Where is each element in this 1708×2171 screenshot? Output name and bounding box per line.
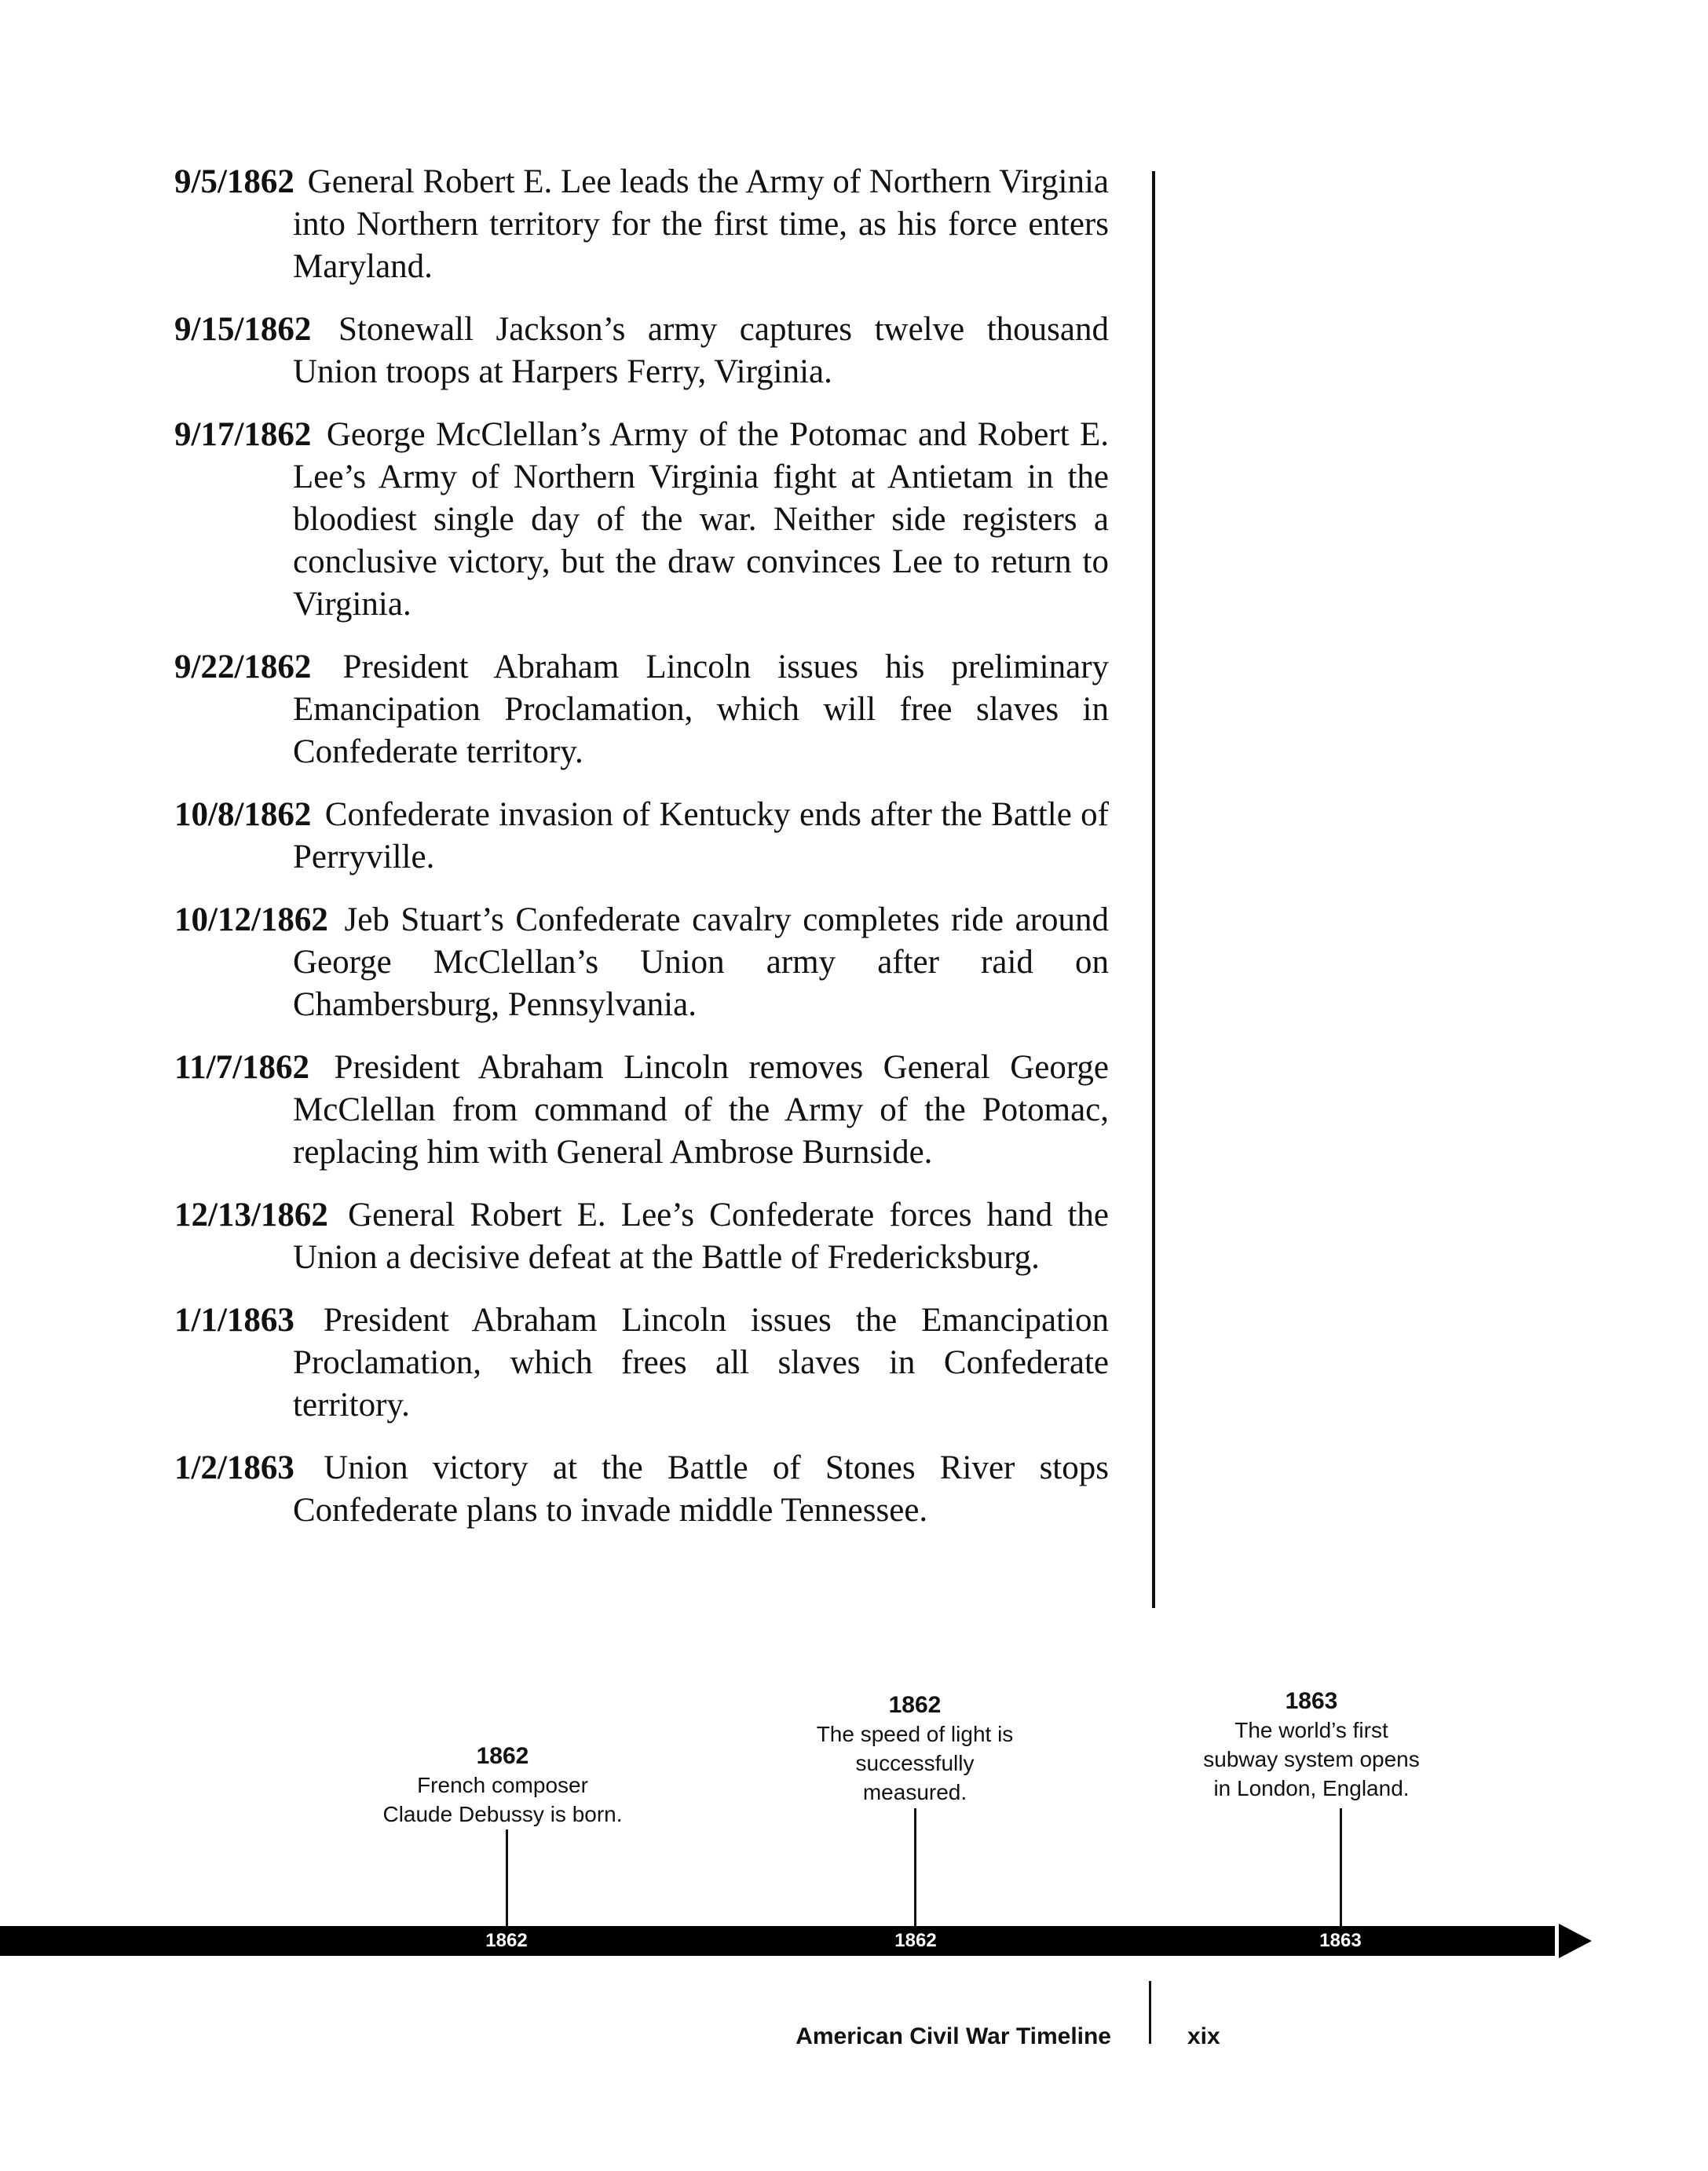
entry-date: 9/5/1862	[174, 163, 294, 200]
timeline-tick-label: 1862	[485, 1930, 528, 1951]
entry-date: 9/17/1862	[174, 416, 312, 453]
entry-date: 10/8/1862	[174, 796, 312, 833]
timeline-entry	[174, 414, 1109, 626]
event-text-line: The world’s first	[1234, 1718, 1388, 1742]
event-text-line: in London, England.	[1213, 1776, 1410, 1800]
timeline-entry	[174, 309, 1109, 393]
running-footer-title: American Civil War Timeline	[795, 2023, 1111, 2049]
entry-date: 11/7/1862	[174, 1049, 310, 1086]
entry-text: General Robert E. Lee’s Confederate forces hand the Union a decisive defeat at the Battle of Fredericksburg.	[293, 1197, 1110, 1276]
timeline-entry	[174, 1047, 1109, 1174]
entry-text: President Abraham Lincoln removes General George McClellan from command of the Army of the Potomac, replacing him with General Ambrose Burnside.	[293, 1049, 1109, 1171]
timeline-event-speed-of-light	[726, 1690, 1103, 1807]
event-text-line: subway system opens	[1203, 1747, 1420, 1771]
entry-date: 1/1/1863	[174, 1302, 294, 1339]
timeline-entry	[174, 646, 1109, 773]
entry-text: President Abraham Lincoln issues his preliminary Emancipation Proclamation, which will free slaves in Confederate territory.	[293, 649, 1110, 770]
event-leader-line	[914, 1808, 916, 1926]
event-text-line: French composer	[417, 1773, 588, 1797]
timeline-event-subway	[1123, 1687, 1500, 1803]
entry-text: Jeb Stuart’s Confederate cavalry completes ride around George McClellan’s Union army after raid on Chambersburg, Pennsylvania.	[293, 901, 1109, 1023]
timeline-tick-label: 1863	[1319, 1930, 1362, 1951]
timeline-entries	[174, 161, 1109, 1552]
page-number: xix	[1187, 2023, 1220, 2049]
entry-text: General Robert E. Lee leads the Army of Northern Virginia into Northern territory for the first time, as his force enters Maryland.	[293, 163, 1110, 285]
entry-text: George McClellan’s Army of the Potomac and Robert E. Lee’s Army of Northern Virginia fight at Antietam in the bloodiest single day of the war. Neither side registers a conclusive victory, but the draw convinces Lee to return to Virginia.	[293, 416, 1110, 623]
timeline-entry	[174, 899, 1109, 1026]
event-text-line: measured.	[862, 1780, 967, 1804]
arrow-right-icon	[1559, 1924, 1592, 1958]
timeline-entry	[174, 161, 1109, 288]
event-text-line: The speed of light is	[816, 1722, 1014, 1746]
entry-date: 12/13/1862	[174, 1197, 328, 1234]
event-text-line: Claude Debussy is born.	[382, 1802, 623, 1826]
timeline-entry	[174, 794, 1109, 879]
timeline-event-debussy	[314, 1742, 691, 1829]
timeline-tick-label: 1862	[894, 1930, 937, 1951]
event-leader-line	[506, 1829, 508, 1926]
event-year: 1863	[1285, 1688, 1338, 1714]
event-year: 1862	[476, 1743, 529, 1769]
entry-date: 1/2/1863	[174, 1449, 294, 1486]
timeline-entry	[174, 1299, 1109, 1427]
footer-divider	[1149, 1981, 1151, 2044]
entry-text: President Abraham Lincoln issues the Emancipation Proclamation, which frees all slaves in Confederate territory.	[293, 1302, 1109, 1424]
entry-text: Union victory at the Battle of Stones River stops Confederate plans to invade middle Tennessee.	[293, 1449, 1109, 1529]
entry-date: 9/15/1862	[174, 311, 312, 348]
entry-date: 10/12/1862	[174, 901, 328, 938]
timeline-entry	[174, 1447, 1109, 1532]
event-leader-line	[1340, 1808, 1342, 1926]
entry-date: 9/22/1862	[174, 649, 312, 685]
event-year: 1862	[888, 1692, 942, 1718]
event-text-line: successfully	[855, 1751, 975, 1775]
entry-text: Confederate invasion of Kentucky ends after the Battle of Perryville.	[293, 796, 1110, 875]
timeline-entry	[174, 1194, 1109, 1279]
entry-text: Stonewall Jackson’s army captures twelve thousand Union troops at Harpers Ferry, Virginia.	[293, 311, 1110, 390]
margin-rule	[1152, 171, 1155, 1608]
